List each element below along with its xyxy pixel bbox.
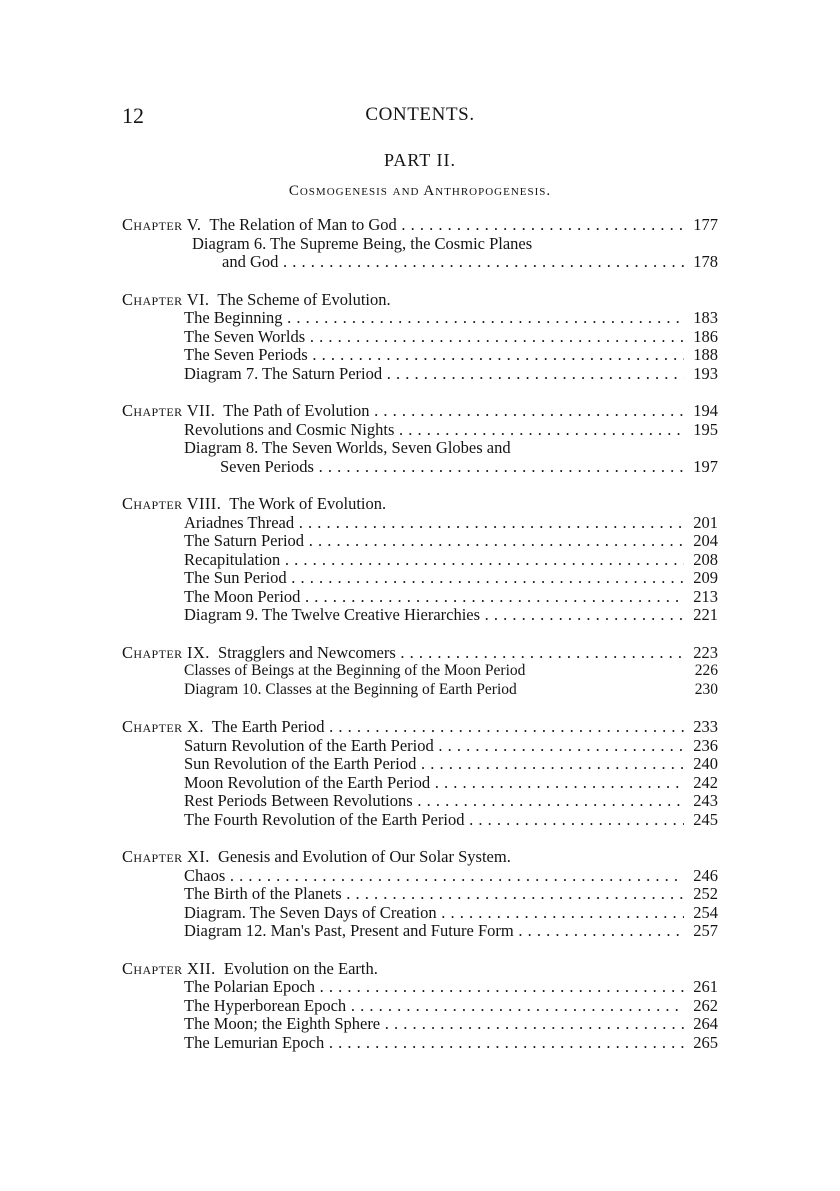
entry-title: Moon Revolution of the Earth Period . . .: [184, 774, 684, 793]
toc-entry[interactable]: [122, 662, 718, 681]
entry-title: The Saturn Period . . .: [184, 532, 684, 551]
page-ref: 197: [693, 456, 718, 476]
entry-title: The Fourth Revolution of the Earth Period . . .: [184, 811, 684, 830]
chapter-label: Chapter XI.: [122, 847, 210, 866]
entry-title: Recapitulation . . .: [184, 551, 684, 570]
toc-entry[interactable]: [122, 997, 718, 1016]
entry-title: Ariadnes Thread . . .: [184, 514, 684, 533]
chapter-title: Genesis and Evolution of Our Solar System.: [218, 847, 511, 866]
chapter-heading[interactable]: [122, 291, 718, 310]
page-ref: 201: [693, 512, 718, 532]
chapter-title: The Path of Evolution: [223, 402, 370, 420]
entry-title: Seven Periods . . .: [220, 458, 684, 477]
part-title: PART II.: [384, 150, 456, 170]
page-ref: 254: [693, 902, 718, 922]
page-ref: 183: [693, 308, 718, 327]
toc-entry[interactable]: [122, 978, 718, 997]
toc-entry[interactable]: [122, 514, 718, 533]
page-ref: 243: [693, 791, 718, 810]
chapter-label: Chapter VII.: [122, 402, 216, 420]
page-ref: 265: [693, 1032, 718, 1052]
entry-title: The Hyperborean Epoch . . .: [184, 997, 684, 1016]
toc-entry-continuation[interactable]: [122, 253, 718, 272]
chapter-11: [122, 848, 718, 941]
chapter-label: Chapter IX.: [122, 643, 210, 662]
entry-title: Diagram 8. The Seven Worlds, Seven Globes and: [184, 438, 511, 457]
entry-title: Revolutions and Cosmic Nights . . .: [184, 421, 684, 440]
entry-title: The Sun Period . . .: [184, 569, 684, 588]
chapter-label: Chapter X.: [122, 718, 204, 736]
chapter-12: [122, 960, 718, 1053]
entry-title: Diagram 7. The Saturn Period . . .: [184, 365, 684, 384]
chapter-9: [122, 644, 718, 700]
entry-title: The Lemurian Epoch . . .: [184, 1034, 684, 1053]
chapter-6: [122, 291, 718, 384]
entry-title: The Beginning . . .: [184, 309, 684, 328]
chapter-7: [122, 402, 718, 476]
entry-title: The Moon Period . . .: [184, 588, 684, 607]
chapter-title: The Work of Evolution.: [229, 494, 387, 513]
entry-title: Diagram. The Seven Days of Creation . . .: [184, 904, 684, 923]
chapter-heading[interactable]: [122, 960, 718, 979]
entry-title: and God . . .: [222, 253, 684, 272]
page-ref: 242: [693, 772, 718, 792]
chapter-heading[interactable]: [122, 848, 718, 867]
table-of-contents: [122, 216, 718, 1071]
entry-title: Diagram 12. Man's Past, Present and Future Form . . .: [184, 922, 684, 941]
page-number: 12: [122, 103, 144, 128]
page-ref: 209: [693, 568, 718, 587]
entry-title: Saturn Revolution of the Earth Period . . .: [184, 737, 684, 756]
page-ref: 213: [693, 586, 718, 606]
toc-entry[interactable]: [122, 328, 718, 347]
chapter-5: [122, 216, 718, 272]
page-ref: 194: [693, 401, 718, 420]
page-ref: 246: [693, 865, 718, 885]
entry-title: Rest Periods Between Revolutions . . .: [184, 792, 684, 811]
page-ref: 262: [693, 995, 718, 1015]
page-ref: 186: [693, 326, 718, 346]
chapter-heading[interactable]: [122, 216, 718, 235]
toc-entry[interactable]: [122, 922, 718, 941]
entry-title: The Birth of the Planets . . .: [184, 885, 684, 904]
toc-entry[interactable]: [122, 588, 718, 607]
page-ref: 240: [693, 754, 718, 773]
page-ref: 204: [693, 531, 718, 550]
entry-title: The Seven Worlds . . .: [184, 328, 684, 347]
toc-entry[interactable]: [122, 421, 718, 440]
page-ref: 221: [693, 605, 718, 624]
toc-entry[interactable]: [122, 365, 718, 384]
page-ref: 230: [694, 680, 718, 698]
toc-entry-line[interactable]: [122, 439, 718, 458]
page-ref: 252: [693, 884, 718, 903]
entry-title: The Moon; the Eighth Sphere . . .: [184, 1015, 684, 1034]
toc-entry[interactable]: [122, 792, 718, 811]
toc-entry[interactable]: [122, 569, 718, 588]
toc-entry[interactable]: [122, 867, 718, 886]
chapter-label: Chapter V.: [122, 216, 202, 234]
chapter-title: The Scheme of Evolution.: [217, 289, 391, 309]
chapter-heading[interactable]: [122, 718, 718, 737]
page-ref: 208: [693, 549, 718, 569]
page-ref: 178: [693, 252, 718, 271]
page-ref: 245: [693, 809, 718, 829]
chapter-label: Chapter VI.: [122, 289, 210, 309]
running-head: CONTENTS.: [365, 104, 475, 125]
chapter-label: Chapter XII.: [122, 958, 216, 978]
page-ref: 261: [693, 977, 718, 996]
toc-entry-continuation[interactable]: [122, 458, 718, 477]
page-ref: 233: [693, 717, 718, 736]
chapter-heading[interactable]: [122, 402, 718, 421]
toc-entry[interactable]: [122, 1034, 718, 1053]
page-ref: 236: [693, 735, 718, 755]
toc-entry[interactable]: [122, 346, 718, 365]
toc-entry[interactable]: [122, 774, 718, 793]
chapter-label: Chapter VIII.: [122, 494, 222, 513]
page-ref: 226: [694, 662, 718, 679]
page-ref: 195: [693, 419, 718, 439]
toc-entry[interactable]: [122, 532, 718, 551]
entry-title: Classes of Beings at the Beginning of the Moon Period: [184, 662, 526, 679]
entry-title: The Seven Periods . . .: [184, 346, 684, 365]
chapter-title: The Relation of Man to God: [209, 216, 397, 234]
entry-title: The Polarian Epoch . . .: [184, 978, 684, 997]
chapter-title: Stragglers and Newcomers: [218, 643, 396, 662]
chapter-heading[interactable]: [122, 495, 718, 514]
chapter-10: [122, 718, 718, 829]
toc-entry[interactable]: [122, 681, 718, 700]
page-ref: 188: [693, 345, 718, 364]
toc-entry[interactable]: [122, 309, 718, 328]
toc-entry[interactable]: [122, 811, 718, 830]
entry-title: Diagram 10. Classes at the Beginning of Earth Period: [184, 680, 517, 698]
chapter-8: [122, 495, 718, 625]
chapter-heading[interactable]: [122, 644, 718, 663]
toc-entry[interactable]: [122, 551, 718, 570]
toc-entry[interactable]: [122, 737, 718, 756]
entry-title: Chaos . . .: [184, 867, 684, 886]
page-ref: 177: [693, 215, 718, 234]
toc-entry-line[interactable]: [122, 235, 718, 254]
page-ref: 264: [693, 1014, 718, 1033]
part-subtitle: Cosmogenesis and Anthropogenesis.: [288, 183, 552, 199]
toc-entry[interactable]: [122, 606, 718, 625]
chapter-title: Evolution on the Earth.: [223, 958, 378, 978]
toc-entry[interactable]: [122, 904, 718, 923]
entry-title: Diagram 9. The Twelve Creative Hierarchies . . .: [184, 606, 684, 625]
entry-title: Sun Revolution of the Earth Period . . .: [184, 755, 684, 774]
toc-entry[interactable]: [122, 885, 718, 904]
toc-entry[interactable]: [122, 755, 718, 774]
page-ref: 257: [693, 921, 718, 940]
chapter-title: The Earth Period: [211, 718, 325, 736]
entry-title: Diagram 6. The Supreme Being, the Cosmic Planes: [192, 233, 533, 253]
page-ref: 223: [693, 642, 718, 662]
toc-entry[interactable]: [122, 1015, 718, 1034]
page-ref: 193: [693, 363, 718, 383]
